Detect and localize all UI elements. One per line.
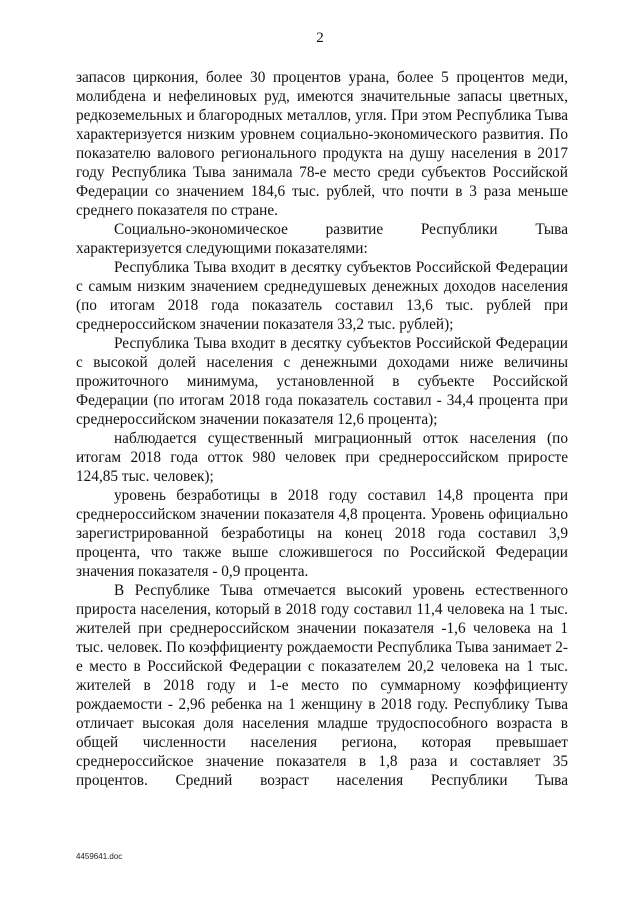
paragraph-resources: запасов циркония, более 30 процентов урана, более 5 процентов меди, молибдена и нефелиновых руд, имеются значительные запасы цветных, редкоземельных и благородных металлов, угля. При этом Республика Тыва характеризуется низким уровнем социально-экономического развития. По показателю валового регионального продукта на душу населения в 2017 году Республика Тыва занимала 78-е место среди субъектов Российской Федерации со значением 184,6 тыс. рублей, что почти в 3 раза меньше среднего показателя по стране. xyxy=(76,69,568,219)
paragraph-demographics: В Республике Тыва отмечается высокий уровень естественного прироста населения, который в 2018 году составил 11,4 человека на 1 тыс. жителей при среднероссийском значении показателя -1,6 человека на 1 тыс. человек. По коэффициенту рождаемости Республика Тыва занимает 2-е место в Российской Федерации с показателем 20,2 человека на 1 тыс. жителей в 2018 году и 1-е место по суммарному коэффициенту рождаемости - 2,96 ребенка на 1 женщину в 2018 году. Республику Тыва отличает высокая доля населения младше трудоспособного возраста в общей численности населения региона, которая превышает среднероссийское значение показателя в 1,8 раза и составляет 35 процентов. Средний возраст населения Республики Тыва xyxy=(76,582,568,789)
paragraph-migration: наблюдается существенный миграционный отток населения (по итогам 2018 года отток 980 человек при среднероссийском приросте 124,85 тыс. человек); xyxy=(76,430,568,485)
paragraph-income: Республика Тыва входит в десятку субъектов Российской Федерации с самым низким значением среднедушевых денежных доходов населения (по итогам 2018 года показатель составил 13,6 тыс. рублей при среднероссийском значении показателя 33,2 тыс. рублей); xyxy=(76,259,568,333)
page-number: 2 xyxy=(316,30,324,46)
body-text xyxy=(76,68,568,790)
paragraph-poverty: Республика Тыва входит в десятку субъектов Российской Федерации с высокой долей населения с денежными доходами ниже величины прожиточного минимума, установленной в субъекте Российской Федерации (по итогам 2018 года показатель составил - 34,4 процента при среднероссийском значении показателя 12,6 процента); xyxy=(76,335,568,428)
footer-file-code: 4459641.doc xyxy=(76,852,123,861)
paragraph-indicators-intro: Социально-экономическое развитие Республики Тыва характеризуется следующими показателями: xyxy=(76,221,568,257)
paragraph-unemployment: уровень безработицы в 2018 году составил 14,8 процента при среднероссийском значении показателя 4,8 процента. Уровень официально зарегистрированной безработицы на конец 2018 года составил 3,9 процента, что также выше сложившегося по Российской Федерации значения показателя - 0,9 процента. xyxy=(76,487,568,580)
